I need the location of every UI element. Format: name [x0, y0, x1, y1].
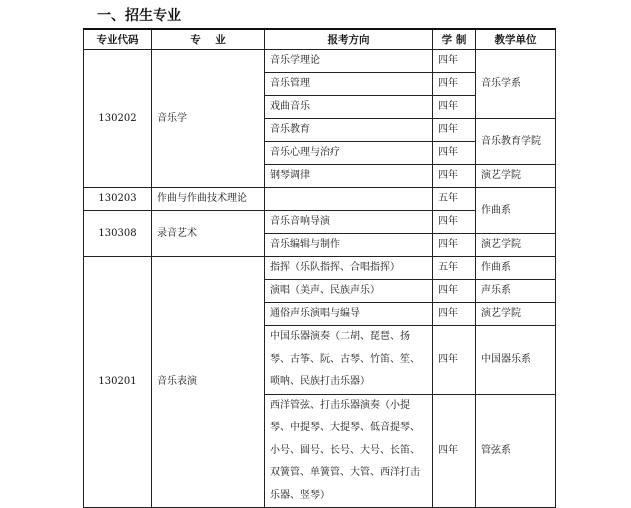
section-title: 一、招生专业: [97, 8, 181, 24]
major-code: 130202: [84, 50, 152, 188]
unit-cell: 管弦系: [476, 394, 556, 508]
direction-cell: 钢琴调律: [265, 165, 433, 188]
duration-cell: 四年: [433, 303, 476, 326]
major-name: 音乐表演: [152, 257, 265, 508]
duration-cell: 四年: [433, 211, 476, 234]
duration-cell: 四年: [433, 50, 476, 73]
unit-cell: 音乐学系: [476, 50, 556, 119]
header-direction: 报考方向: [265, 29, 433, 50]
unit-cell: 声乐系: [476, 280, 556, 303]
header-code: 专业代码: [84, 29, 152, 50]
direction-cell: 音乐编辑与制作: [265, 234, 433, 257]
duration-cell: 四年: [433, 119, 476, 142]
duration-cell: 五年: [433, 188, 476, 211]
major-code: 130203: [84, 188, 152, 211]
major-name: 作曲与作曲技术理论: [152, 188, 265, 211]
direction-cell: 演唱（美声、民族声乐）: [265, 280, 433, 303]
unit-cell: 演艺学院: [476, 303, 556, 326]
unit-cell: 作曲系: [476, 188, 556, 234]
direction-cell: 音乐学理论: [265, 50, 433, 73]
major-code: 130308: [84, 211, 152, 257]
direction-cell: 西洋管弦、打击乐器演奏（小提琴、中提琴、大提琴、低音提琴、小号、圆号、长号、大号、长笛、双簧管、单簧管、大管、西洋打击乐器、竖琴）: [265, 394, 433, 508]
major-name: 录音艺术: [152, 211, 265, 257]
duration-cell: 五年: [433, 257, 476, 280]
direction-cell: 音乐教育: [265, 119, 433, 142]
duration-cell: 四年: [433, 165, 476, 188]
unit-cell: 中国器乐系: [476, 326, 556, 395]
major-code: 130201: [84, 257, 152, 508]
direction-cell: 通俗声乐演唱与编导: [265, 303, 433, 326]
duration-cell: 四年: [433, 394, 476, 508]
table-row: [84, 188, 556, 211]
unit-cell: 音乐教育学院: [476, 119, 556, 165]
header-unit: 教学单位: [476, 29, 556, 50]
direction-cell: [265, 188, 433, 211]
duration-cell: 四年: [433, 234, 476, 257]
direction-cell: 中国乐器演奏（二胡、琵琶、扬琴、古筝、阮、古琴、竹笛、笙、唢呐、民族打击乐器）: [265, 326, 433, 395]
header-major: 专 业: [152, 29, 265, 50]
duration-cell: 四年: [433, 73, 476, 96]
direction-cell: 音乐管理: [265, 73, 433, 96]
direction-cell: 戏曲音乐: [265, 96, 433, 119]
unit-cell: 演艺学院: [476, 234, 556, 257]
duration-cell: 四年: [433, 96, 476, 119]
header-duration: 学 制: [433, 29, 476, 50]
direction-cell: 音乐心理与治疗: [265, 142, 433, 165]
duration-cell: 四年: [433, 326, 476, 395]
table-row: [84, 257, 556, 280]
unit-cell: 作曲系: [476, 257, 556, 280]
header-row: [84, 29, 556, 50]
majors-table: [83, 28, 556, 508]
duration-cell: 四年: [433, 280, 476, 303]
unit-cell: 演艺学院: [476, 165, 556, 188]
direction-cell: 音乐音响导演: [265, 211, 433, 234]
direction-cell: 指挥（乐队指挥、合唱指挥）: [265, 257, 433, 280]
major-name: 音乐学: [152, 50, 265, 188]
duration-cell: 四年: [433, 142, 476, 165]
table-row: [84, 50, 556, 73]
